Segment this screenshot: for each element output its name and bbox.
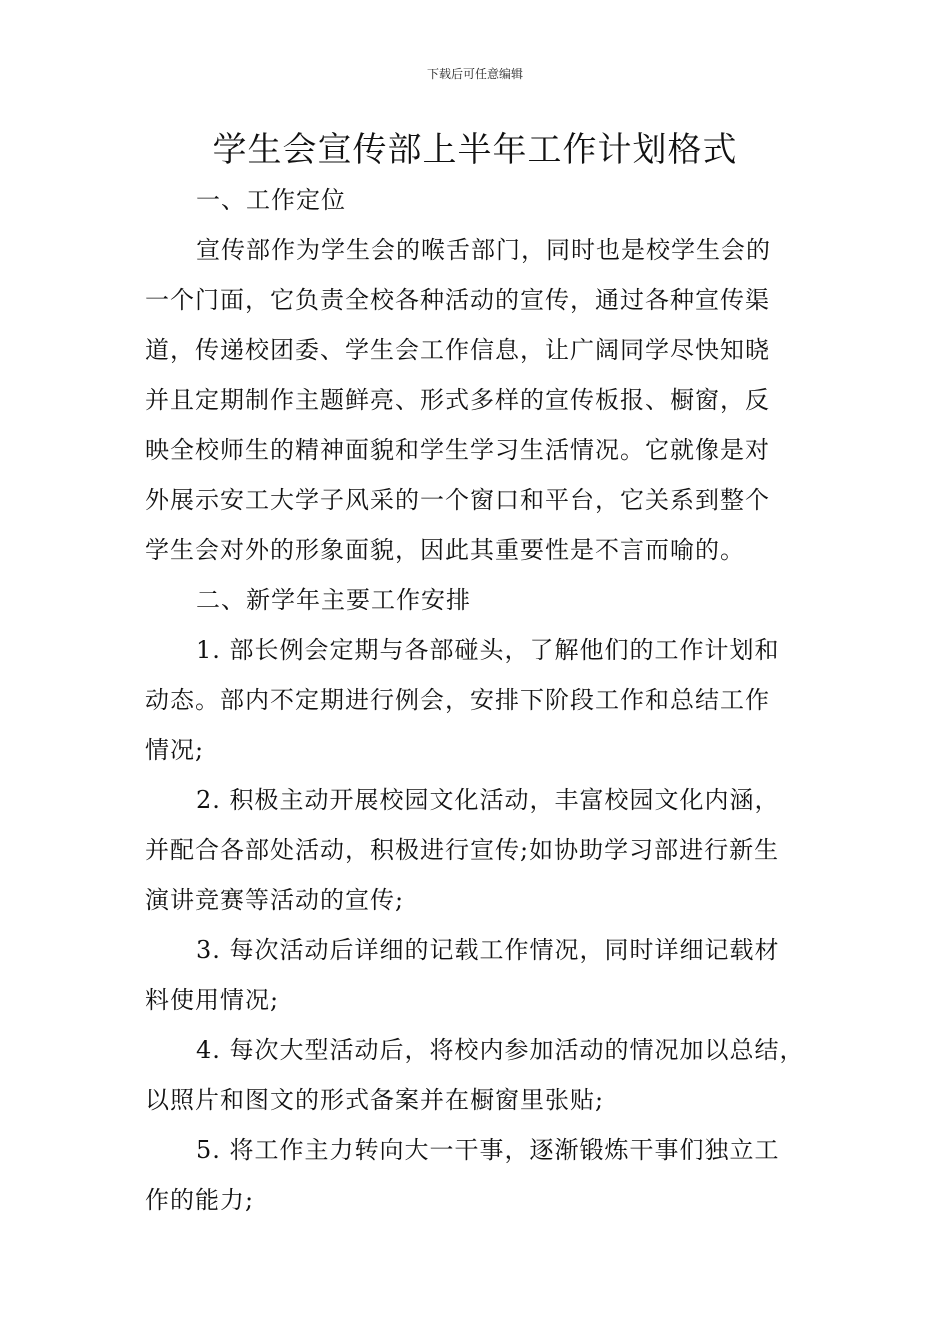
paragraph-line: 宣传部作为学生会的喉舌部门，同时也是校学生会的 — [196, 236, 771, 264]
list-item-5-line: 5. 将工作主力转向大一干事，逐渐锻炼干事们独立工 — [196, 1136, 780, 1164]
list-item-4-line: 以照片和图文的形式备案并在橱窗里张贴; — [145, 1086, 605, 1114]
paragraph-line: 外展示安工大学子风采的一个窗口和平台，它关系到整个 — [145, 486, 770, 514]
list-item-3-line: 3. 每次活动后详细的记载工作情况，同时详细记载材 — [196, 936, 780, 964]
list-item-2-line: 并配合各部处活动，积极进行宣传;如协助学习部进行新生 — [145, 836, 780, 864]
list-item-1-line: 情况; — [145, 736, 205, 764]
list-item-2-line: 演讲竞赛等活动的宣传; — [145, 886, 405, 914]
list-item-3-line: 料使用情况; — [145, 986, 280, 1014]
list-item-1-line: 1. 部长例会定期与各部碰头，了解他们的工作计划和 — [196, 636, 780, 664]
section-heading-1: 一、工作定位 — [196, 186, 346, 214]
header-note: 下载后可任意编辑 — [426, 67, 523, 81]
list-item-4-line: 4. 每次大型活动后，将校内参加活动的情况加以总结， — [196, 1036, 805, 1064]
list-item-5-line: 作的能力; — [145, 1186, 255, 1214]
paragraph-line: 道，传递校团委、学生会工作信息，让广阔同学尽快知晓 — [145, 336, 770, 364]
document-title: 学生会宣传部上半年工作计划格式 — [212, 130, 738, 170]
paragraph-line: 一个门面，它负责全校各种活动的宣传，通过各种宣传渠 — [145, 286, 770, 314]
list-item-2-line: 2. 积极主动开展校园文化活动，丰富校园文化内涵， — [196, 786, 780, 814]
paragraph-line: 并且定期制作主题鲜亮、形式多样的宣传板报、橱窗，反 — [145, 386, 770, 414]
section-heading-2: 二、新学年主要工作安排 — [196, 586, 471, 614]
list-item-1-line: 动态。部内不定期进行例会，安排下阶段工作和总结工作 — [145, 686, 770, 714]
paragraph-line: 学生会对外的形象面貌，因此其重要性是不言而喻的。 — [145, 536, 745, 564]
paragraph-line: 映全校师生的精神面貌和学生学习生活情况。它就像是对 — [145, 436, 770, 464]
